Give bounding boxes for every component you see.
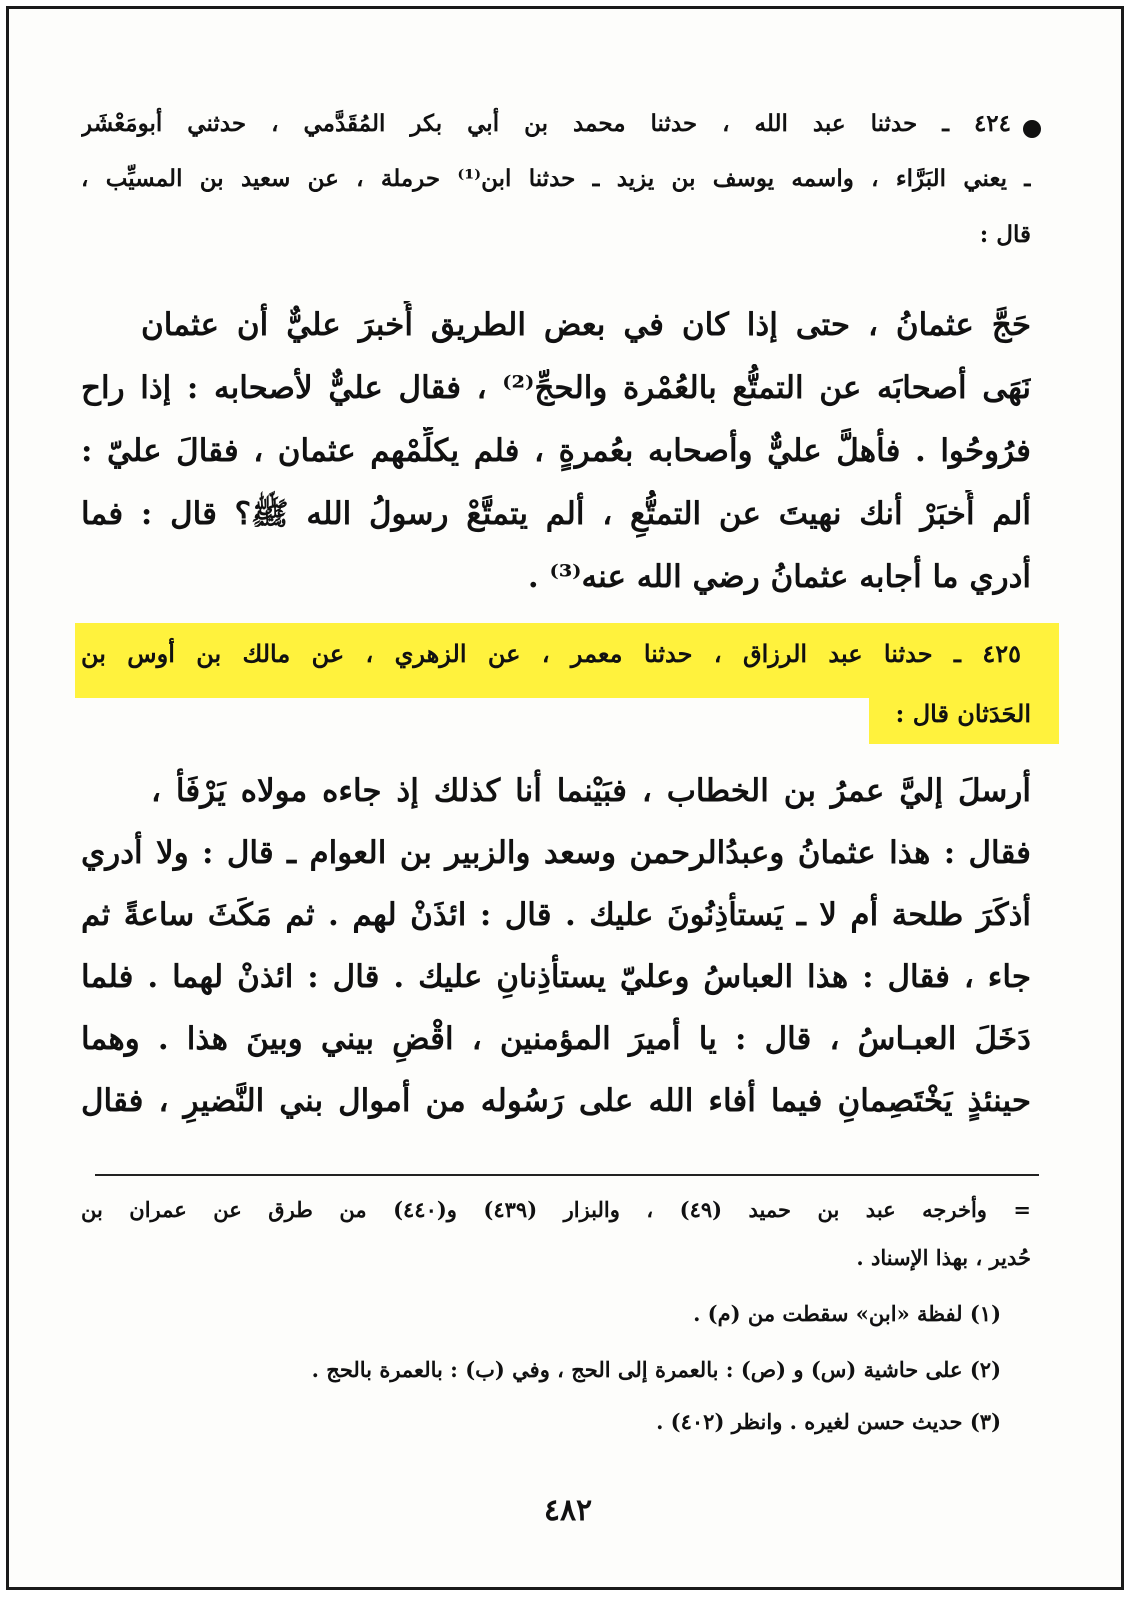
hadith-marker-bullet	[1023, 120, 1041, 138]
book-page	[6, 6, 1124, 1590]
hadith-425-matn-line: أذكَرَ طلحة أم لا ـ يَستأذِنُونَ عليك . قال : ائذَنْ لهم . ثم مَكَثَ ساعةً ثم	[81, 897, 1031, 933]
hadith-424-matn-line: أدري ما أجابه عثمانُ رضي الله عنه⁽³⁾ .	[527, 559, 1031, 595]
hadith-425-matn-line: أرسلَ إليَّ عمرُ بن الخطاب ، فبَيْنما أنا كذلك إذ جاءه مولاه يَرْفَأ ،	[151, 773, 1031, 809]
footnote-item: (٣) حديث حسن لغيره . وانظر (٤٠٢) .	[656, 1409, 1001, 1434]
hadith-424-isnad-line: قال :	[979, 221, 1031, 248]
hadith-425-matn-line: دَخَلَ العبـاسُ ، قال : يا أميرَ المؤمنين ، اقْضِ بيني وبينَ هذا . وهما	[81, 1021, 1031, 1057]
hadith-425-isnad-line: ٤٢٥ ـ حدثنا عبد الرزاق ، حدثنا معمر ، عن الزهري ، عن مالك بن أوس بن	[81, 639, 1021, 668]
hadith-425-matn-line: فقال : هذا عثمانُ وعبدُالرحمن وسعد والزبير بن العوام ـ قال : ولا أدري	[81, 835, 1031, 871]
hadith-424-matn-line: نَهَى أصحابَه عن التمتُّع بالعُمْرة والحجِّ⁽²⁾ ، فقال عليٌّ لأصحابه : إذا راح	[81, 370, 1031, 406]
page-number: ٤٨٢	[543, 1493, 593, 1528]
hadith-424-matn-line: ألم أُخبَرْ أنك نهيتَ عن التمتُّعِ ، ألم يتمتَّعْ رسولُ الله ﷺ؟ قال : فما	[81, 496, 1031, 532]
footnote-continuation-line: حُدير ، بهذا الإسناد .	[856, 1245, 1031, 1270]
hadith-425-matn-line: حينئذٍ يَخْتَصِمانِ فيما أفاء الله على رَسُوله من أموال بني النَّضيرِ ، فقال	[81, 1083, 1031, 1119]
hadith-424-matn-line: فرُوحُوا . فأهلَّ عليٌّ وأصحابه بعُمرةٍ ، فلم يكلِّمْهم عثمان ، فقالَ عليّ :	[81, 433, 1031, 469]
footnote-separator	[95, 1174, 1039, 1176]
hadith-425-isnad-line: الحَدَثان قال :	[895, 699, 1031, 728]
footnote-item: (٢) على حاشية (س) و (ص) : بالعمرة إلى الحج ، وفي (ب) : بالعمرة بالحج .	[311, 1357, 1001, 1382]
hadith-424-isnad-line: ـ يعني البَرَّاء ، واسمه يوسف بن يزيد ـ حدثنا ابن⁽¹⁾ حرملة ، عن سعيد بن المسيِّب ،	[81, 165, 1031, 192]
hadith-424-isnad-line: ٤٢٤ ـ حدثنا عبد الله ، حدثنا محمد بن أبي بكر المُقَدَّمي ، حدثني أبومَعْشَر	[81, 110, 1011, 137]
footnote-continuation-line: = وأخرجه عبد بن حميد (٤٩) ، والبزار (٤٣٩) و(٤٤٠) من طرق عن عمران بن	[81, 1197, 1031, 1222]
hadith-425-matn-line: جاء ، فقال : هذا العباسُ وعليّ يستأذِنانِ عليك . قال : ائذنْ لهما . فلما	[81, 959, 1031, 995]
hadith-424-matn-line: حَجَّ عثمانُ ، حتى إذا كان في بعض الطريق أُخبرَ عليٌّ أن عثمان	[141, 307, 1031, 343]
footnote-item: (١) لفظة «ابن» سقطت من (م) .	[693, 1301, 1001, 1326]
